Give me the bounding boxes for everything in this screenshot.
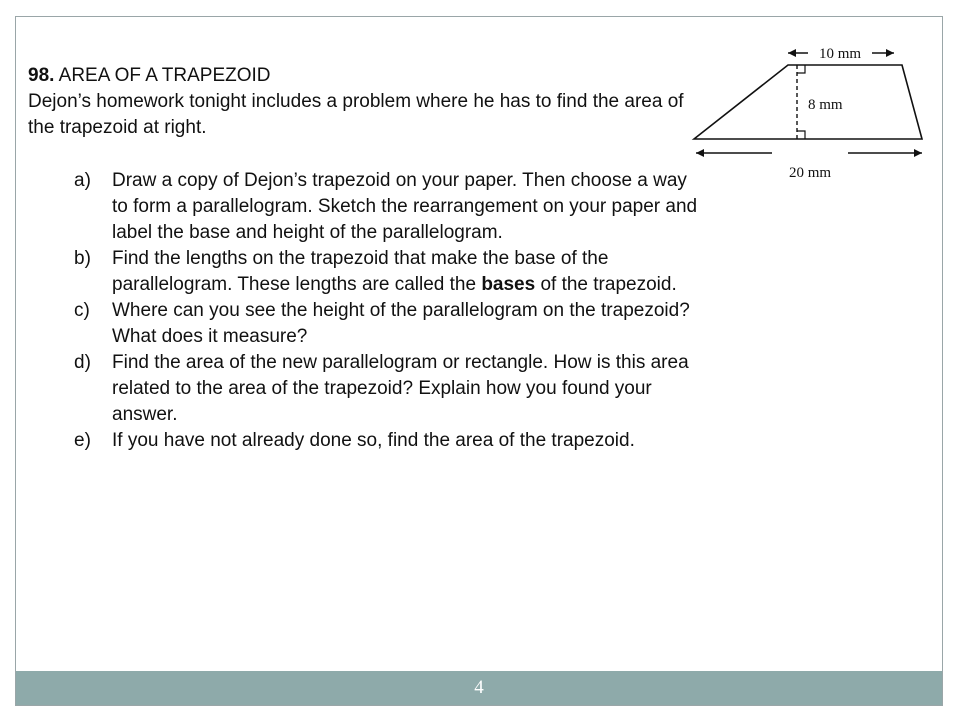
part-marker: c): [74, 300, 90, 321]
list-item: [28, 350, 708, 428]
problem-title: AREA OF A TRAPEZOID: [58, 65, 271, 86]
footer-bar: [16, 671, 942, 705]
top-right-arrowhead: [886, 49, 894, 57]
height-label: 8 mm: [808, 97, 843, 113]
part-text: Find the area of the new parallelogram or rectangle. How is this area related to the area of the trapezoid? Explain how you found your answer.: [112, 352, 689, 425]
page-number: 4: [474, 677, 484, 698]
list-item: [28, 298, 708, 350]
part-marker: d): [74, 352, 91, 373]
part-marker: e): [74, 430, 91, 451]
list-item: [28, 168, 708, 246]
top-base-label: 10 mm: [818, 46, 862, 62]
part-marker: b): [74, 248, 91, 269]
trapezoid-diagram: [684, 43, 924, 193]
bottom-base-label: 20 mm: [788, 165, 832, 181]
part-marker: a): [74, 170, 91, 191]
top-right-angle-mark: [797, 65, 805, 73]
part-text: Find the lengths on the trapezoid that make the base of the parallelogram. These lengths are called the: [112, 248, 609, 295]
part-text-end: of the trapezoid.: [535, 274, 677, 295]
part-text: Draw a copy of Dejon’s trapezoid on your paper. Then choose a way to form a parallelogram. Sketch the rearrangement on your paper and label the base and height of the parallelogram.: [112, 170, 698, 243]
parts-list: [28, 168, 708, 454]
bold-term: bases: [481, 274, 536, 295]
part-text: If you have not already done so, find the area of the trapezoid.: [112, 430, 635, 451]
bottom-right-arrowhead: [914, 149, 922, 157]
bottom-right-angle-mark: [797, 131, 805, 139]
part-text: Where can you see the height of the parallelogram on the trapezoid? What does it measure?: [112, 300, 690, 347]
problem-content: [28, 63, 708, 473]
problem-intro: Dejon’s homework tonight includes a problem where he has to find the area of the trapezoid at right.: [28, 91, 684, 138]
problem-number: 98.: [28, 65, 55, 86]
slide: [15, 16, 943, 706]
list-item: [28, 428, 708, 454]
top-left-arrowhead: [788, 49, 796, 57]
list-item: [28, 246, 708, 298]
problem-heading: [28, 63, 708, 89]
bottom-left-arrowhead: [696, 149, 704, 157]
